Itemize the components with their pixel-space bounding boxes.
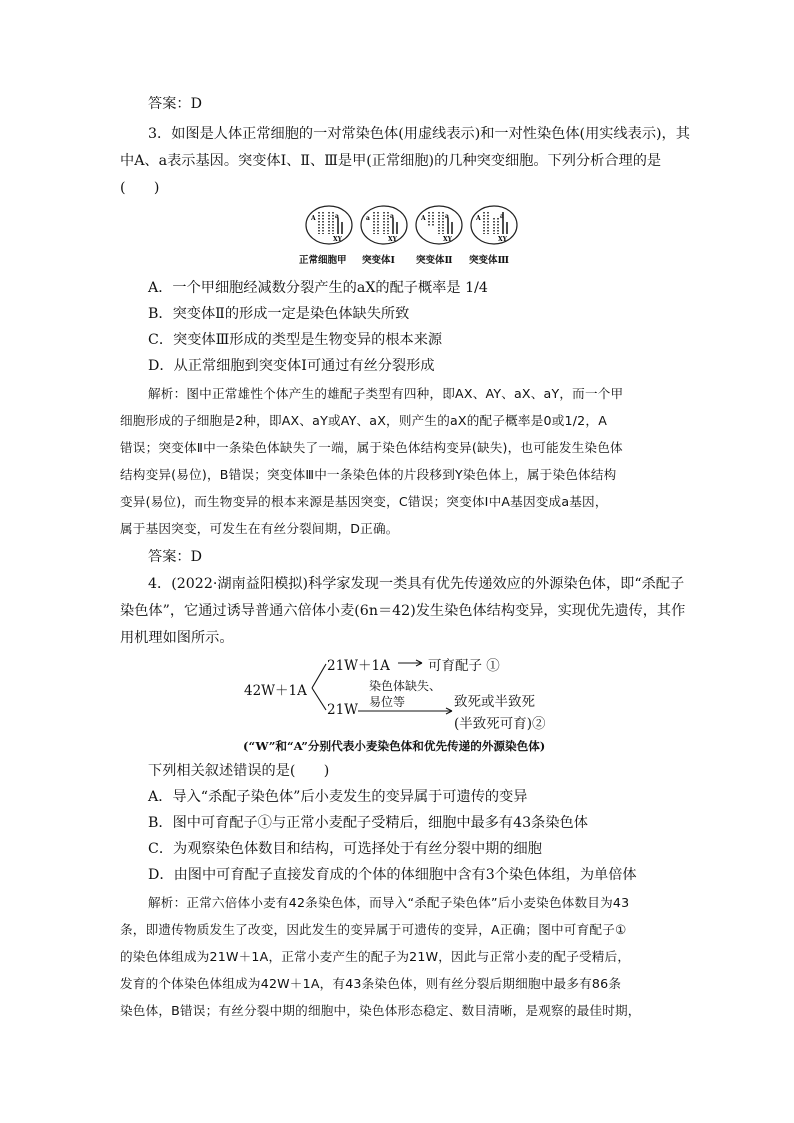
chromosome-cells-figure (302, 204, 522, 246)
diagram-caption: (“W”和“A”分别代表小麦染色体和优先传递的外源染色体) (243, 739, 546, 753)
explanation-line: 解析：正常六倍体小麦有42条染色体，而导入“杀配子染色体”后小麦染色体数目为43 (148, 895, 630, 910)
question-4-stem-line-3: 用机理如图所示。 (120, 630, 234, 646)
option-a: A．导入“杀配子染色体”后小麦发生的变异属于可遗传的变异 (148, 789, 528, 805)
mechanism-diagram (240, 650, 600, 740)
mutant-cell-3 (471, 206, 517, 244)
explanation-line: 错误；突变体Ⅱ中一条染色体缺失了一端，属于染色体结构变异(缺失)，也可能发生染色体 (120, 440, 623, 455)
diagram-upper-branch: 21W＋1A (327, 658, 390, 674)
answer-line: 答案：D (148, 96, 202, 112)
diagram-fertile-gamete-2: (半致死可育)② (454, 716, 546, 732)
explanation-line: 染色体，B错误；有丝分裂中期的细胞中，染色体形态稳定、数目清晰，是观察的最佳时期， (120, 1003, 641, 1018)
question-4-prompt: 下列相关叙述错误的是( ) (148, 763, 330, 779)
xy-label: XY (498, 236, 507, 243)
figure-caption-mutant-3: 突变体Ⅲ (469, 255, 510, 266)
explanation-line: 细胞形成的子细胞是2种，即AX、aY或AY、aX，则产生的aX的配子概率是0或1/2，A (120, 413, 608, 428)
diagram-mutation-label: 染色体缺失、 (369, 679, 442, 693)
explanation-line: 变异(易位)，而生物变异的根本来源是基因突变，C错误；突变体Ⅰ中A基因变成a基因， (120, 494, 608, 509)
gene-a-label: a (445, 213, 449, 220)
explanation-line: 结构变异(易位)，B错误；突变体Ⅲ中一条染色体的片段移到Y染色体上，属于染色体结构 (120, 467, 617, 482)
question-3-stem-line-2: 中A、a表示基因。突变体Ⅰ、Ⅱ、Ⅲ是甲(正常细胞)的几种突变细胞。下列分析合理的是 (120, 153, 662, 169)
gene-A-label: A (421, 215, 426, 222)
gene-a-label: a (500, 213, 504, 220)
question-3-stem-line-1: 3．如图是人体正常细胞的一对常染色体(用虚线表示)和一对性染色体(用实线表示)，其 (148, 126, 690, 142)
xy-label: XY (443, 236, 452, 243)
option-b: B．突变体Ⅱ的形成一定是染色体缺失所致 (148, 306, 410, 322)
gene-a-label: a (366, 215, 370, 222)
option-d: D．由图中可育配子直接发育成的个体的体细胞中含有3个染色体组，为单倍体 (148, 867, 637, 883)
diagram-mutation-label: 易位等 (369, 695, 406, 709)
question-3-stem-line-3: ( ) (120, 180, 160, 196)
explanation-line: 的染色体组成为21W＋1A，正常小麦产生的配子为21W，因此与正常小麦的配子受精后， (120, 949, 631, 964)
xy-label: XY (333, 236, 342, 243)
explanation-line: 属于基因突变，可发生在有丝分裂间期，D正确。 (120, 521, 399, 536)
option-d: D．从正常细胞到突变体Ⅰ可通过有丝分裂形成 (148, 358, 435, 374)
explanation-line: 发育的个体染色体组成为42W＋1A，有43条染色体，则有丝分裂后期细胞中最多有86条 (120, 976, 622, 991)
explanation-line: 解析：图中正常雄性个体产生的雄配子类型有四种，即AX、AY、aX、aY，而一个甲 (148, 386, 624, 401)
question-4-stem-line-1: 4．(2022·湖南益阳模拟)科学家发现一类具有优先传递效应的外源染色体，即“杀配子 (148, 576, 685, 592)
diagram-fertile-gamete-1: 可育配子 ① (428, 658, 500, 674)
figure-caption-mutant-2: 突变体Ⅱ (416, 255, 453, 266)
option-b: B．图中可育配子①与正常小麦配子受精后，细胞中最多有43条染色体 (148, 815, 588, 831)
option-a: A．一个甲细胞经减数分裂产生的aX的配子概率是 1/4 (148, 280, 488, 296)
gene-A-label: A (476, 215, 481, 222)
xy-label: XY (388, 236, 397, 243)
diagram-lethal-label: 致死或半致死 (454, 694, 535, 710)
mutant-cell-2 (416, 206, 462, 244)
gene-a-label: a (390, 213, 394, 220)
normal-cell (306, 206, 352, 244)
explanation-line: 条，即遗传物质发生了改变，因此发生的变异属于可遗传的变异，A正确；图中可育配子① (120, 922, 627, 937)
diagram-lower-branch: 21W (327, 702, 359, 718)
answer-line: 答案：D (148, 549, 202, 565)
gene-a-label: a (335, 213, 339, 220)
figure-caption-mutant-1: 突变体Ⅰ (362, 255, 395, 266)
mutant-cell-1 (361, 206, 407, 244)
option-c: C．突变体Ⅲ形成的类型是生物变异的根本来源 (148, 332, 443, 348)
gene-A-label: A (311, 215, 316, 222)
question-4-stem-line-2: 染色体”，它通过诱导普通六倍体小麦(6n＝42)发生染色体结构变异，实现优先遗传，其作 (120, 603, 686, 619)
option-c: C．为观察染色体数目和结构，可选择处于有丝分裂中期的细胞 (148, 841, 542, 857)
diagram-start: 42W＋1A (244, 683, 307, 699)
figure-caption-normal: 正常细胞甲 (299, 255, 347, 266)
